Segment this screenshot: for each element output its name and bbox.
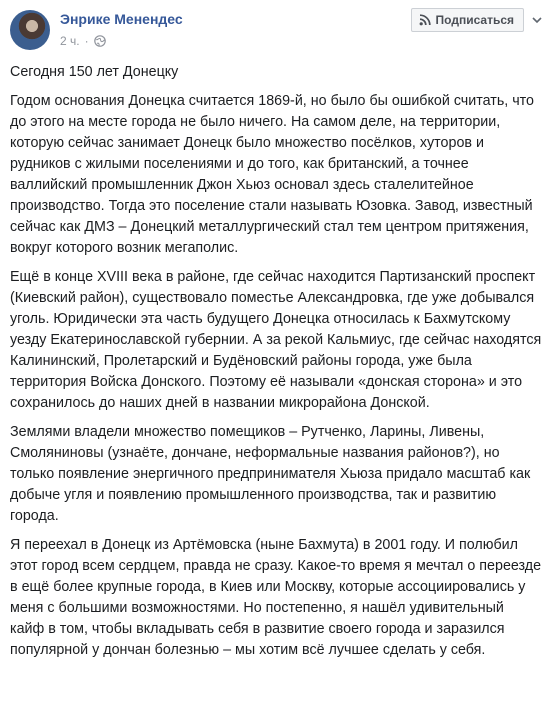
subscribe-button[interactable] [411,8,524,32]
avatar[interactable] [10,10,50,50]
post-paragraph: Сегодня 150 лет Донецку [10,64,179,80]
post-paragraph: Годом основания Донецка считается 1869-й, но было бы ошибкой считать, что до этого на месте города не было ничего. На самом деле, на территории, которую сейчас занимает Донецк было множество посёлков, хуторов и рудников с жилыми поселениями и до того, как британский, а точнее валлийский промышленник Джон Хьюз основал здесь сталелитейное производство. Тогда это поселение стали называть Юзовка. Завод, известный сейчас как ДМЗ – Донецкий металлургический стал тем центром притяжения, вокруг которого возник мегаполис. [10,93,534,256]
post-timestamp[interactable]: 2 ч. [60,34,80,48]
chevron-down-icon[interactable] [531,14,543,26]
globe-icon[interactable] [94,35,106,47]
rss-icon [419,14,431,26]
post-meta [60,33,106,49]
post-paragraph: Ещё в конце XVIII века в районе, где сейчас находится Партизанский проспект (Киевский район), существовало поместье Александровка, где уже добывался уголь. Юридически эта часть будущего Донецка относилась к Бахмутскому уезду Екатеринославской губернии. А за рекой Кальмиус, где сейчас находятся Калининский, Пролетарский и Будёновский районы города, уже была территория Войска Донского. Поэтому её называли «донская сторона» и это сохранилось до наших дней в названии микрорайона Донской. [10,269,542,411]
meta-separator: · [84,34,89,48]
post-header [0,0,550,60]
author-name[interactable]: Энрике Менендес [60,11,183,27]
post-paragraph: Землями владели множество помещиков – Рутченко, Ларины, Ливены, Смоляниновы (узнаёте, дончане, неформальные названия районов?), но только появление энергичного предпринимателя Хьюза придало масштаб как добыче угля и появлению промышленного производства, так и развитию города. [10,424,531,524]
subscribe-label: Подписаться [435,13,514,27]
post-paragraph: Я переехал в Донецк из Артёмовска (ныне Бахмута) в 2001 году. И полюбил этот город всем сердцем, правда не сразу. Какое-то время я мечтал о переезде в ещё более крупные города, в Киев или Москву, которые ассоциировались у меня с большими возможностями. Но постепенно, я нашёл удивительный кайф в том, чтобы вкладывать себя в развитие своего города и заразился популярной у дончан болезнью – мы хотим всё лучшее сделать у себя. [10,537,542,658]
post-body [10,62,542,669]
